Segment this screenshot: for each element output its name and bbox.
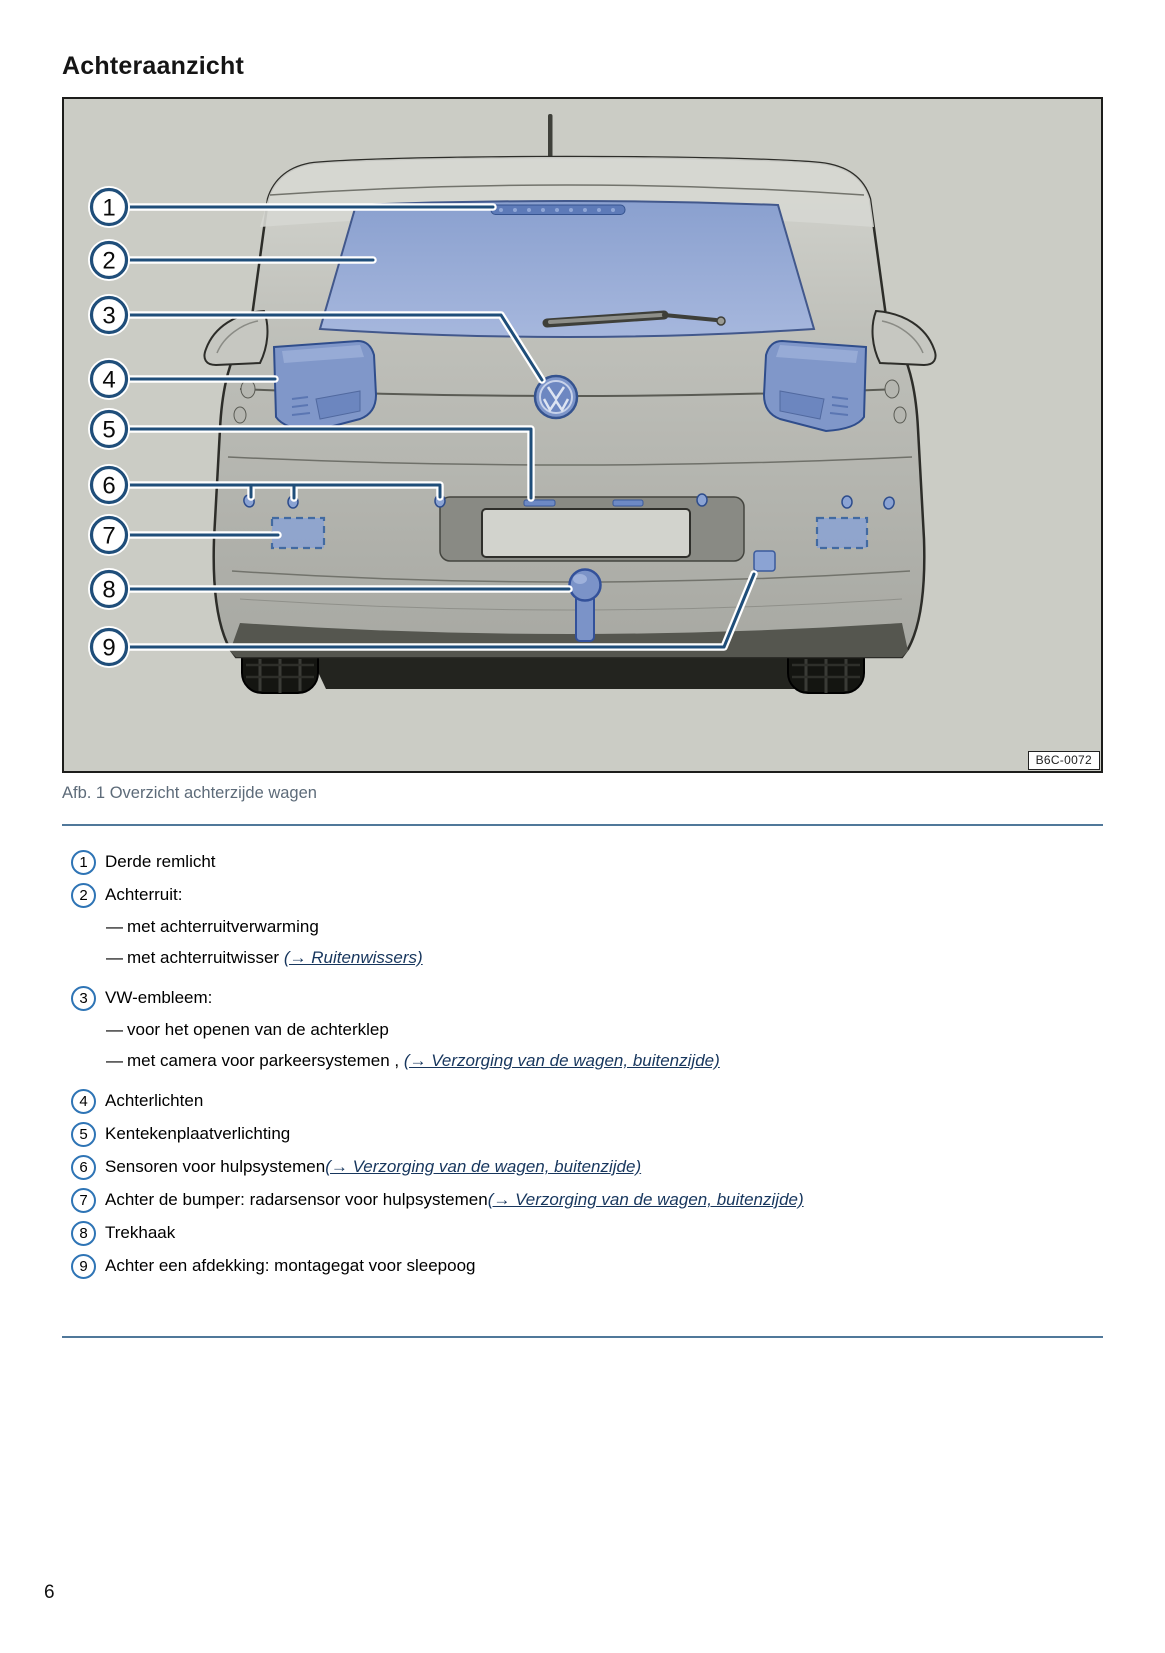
legend-item-5 <box>71 1121 1091 1147</box>
legend-number-badge: 2 <box>71 883 96 908</box>
radar-zone-right <box>817 518 867 548</box>
taillight-left <box>274 341 376 431</box>
towing-eye-cover <box>754 551 775 571</box>
plate-light-right <box>613 500 643 506</box>
legend-subitem-label: voor het openen van de achterklep <box>127 1020 389 1039</box>
divider-bottom <box>62 1336 1103 1338</box>
taillight-right <box>764 341 866 431</box>
side-bump-right-2 <box>894 407 906 423</box>
dash-bullet: — <box>106 1051 123 1070</box>
callouts <box>88 186 130 668</box>
callout-1 <box>88 186 130 228</box>
page-title: Achteraanzicht <box>62 52 245 80</box>
svg-text:1: 1 <box>102 194 116 222</box>
callout-2 <box>88 239 130 281</box>
legend-item-label: Derde remlicht <box>105 852 216 871</box>
legend-item-label: Achter de bumper: radarsensor voor hulpsystemen <box>105 1190 488 1209</box>
legend-item-4 <box>71 1088 1091 1114</box>
legend-number-badge: 3 <box>71 986 96 1011</box>
svg-text:9: 9 <box>102 634 116 662</box>
legend-number-badge: 7 <box>71 1188 96 1213</box>
callout-5 <box>88 408 130 450</box>
svg-text:5: 5 <box>102 416 116 444</box>
callout-9 <box>88 626 130 668</box>
dash-bullet: — <box>106 1020 123 1039</box>
legend-item-label: VW-embleem: <box>105 988 213 1007</box>
legend-item-label: Achter een afdekking: montagegat voor sleepoog <box>105 1256 476 1275</box>
legend-subitem <box>106 915 1091 939</box>
legend-number-badge: 5 <box>71 1122 96 1147</box>
divider-top <box>62 824 1103 826</box>
cross-reference-link[interactable]: (→ Verzorging van de wagen, buitenzijde) <box>403 1051 720 1070</box>
svg-text:4: 4 <box>102 366 116 394</box>
legend-item-label: Sensoren voor hulpsystemen <box>105 1157 326 1176</box>
dash-bullet: — <box>106 948 123 967</box>
legend-item-8 <box>71 1220 1091 1246</box>
legend-list <box>71 849 1091 1286</box>
side-bump-left-2 <box>234 407 246 423</box>
svg-text:7: 7 <box>102 522 116 550</box>
svg-text:2: 2 <box>102 247 116 275</box>
svg-text:8: 8 <box>102 576 116 604</box>
cross-reference-link[interactable]: (→ Ruitenwissers) <box>283 948 423 967</box>
legend-number-badge: 6 <box>71 1155 96 1180</box>
callout-3 <box>88 294 130 336</box>
callout-4 <box>88 358 130 400</box>
legend-number-badge: 8 <box>71 1221 96 1246</box>
cross-reference-link[interactable]: (→ Verzorging van de wagen, buitenzijde) <box>325 1157 642 1176</box>
legend-item-3 <box>71 985 1091 1011</box>
legend-item-label: Achterruit: <box>105 885 183 904</box>
mirror-right <box>873 311 936 365</box>
page-number: 6 <box>44 1582 55 1603</box>
figure-caption: Afb. 1 Overzicht achterzijde wagen <box>62 784 317 802</box>
under-car-shadow <box>310 655 832 689</box>
dash-bullet: — <box>106 917 123 936</box>
legend-item-1 <box>71 849 1091 875</box>
callout-6 <box>88 464 130 506</box>
legend-subitem <box>106 1049 1091 1073</box>
legend-item-label: Achterlichten <box>105 1091 204 1110</box>
callout-7 <box>88 514 130 556</box>
svg-text:3: 3 <box>102 302 116 330</box>
legend-subitem <box>106 1018 1091 1042</box>
rear-view-illustration <box>64 99 1101 771</box>
legend-item-label: Trekhaak <box>105 1223 176 1242</box>
license-plate <box>482 509 690 557</box>
legend-subitem-label: met achterruitverwarming <box>127 917 319 936</box>
legend-subitem <box>106 946 1091 970</box>
figure-rear-view <box>62 97 1103 773</box>
cross-reference-link[interactable]: (→ Verzorging van de wagen, buitenzijde) <box>487 1190 804 1209</box>
mirror-left <box>204 311 267 365</box>
legend-item-9 <box>71 1253 1091 1279</box>
legend-subitem-label: met camera voor parkeersystemen , <box>127 1051 404 1070</box>
svg-text:6: 6 <box>102 472 116 500</box>
figure-code-label: B6C-0072 <box>1028 751 1100 770</box>
third-brake-light <box>491 205 625 215</box>
legend-number-badge: 4 <box>71 1089 96 1114</box>
legend-item-label: Kentekenplaatverlichting <box>105 1124 291 1143</box>
legend-number-badge: 1 <box>71 850 96 875</box>
legend-item-6 <box>71 1154 1091 1180</box>
legend-subitem-label: met achterruitwisser <box>127 948 284 967</box>
legend-item-7 <box>71 1187 1091 1213</box>
side-bump-right-1 <box>885 380 899 398</box>
legend-item-2 <box>71 882 1091 908</box>
callout-8 <box>88 568 130 610</box>
legend-number-badge: 9 <box>71 1254 96 1279</box>
